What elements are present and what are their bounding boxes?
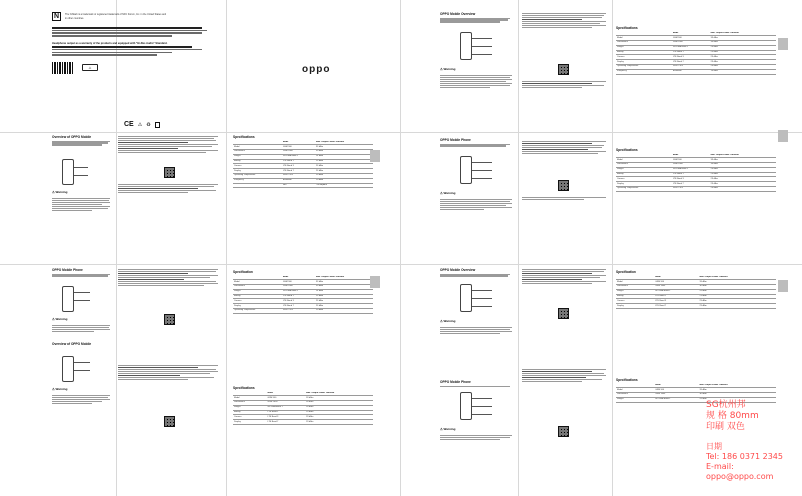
- panel-specs: [616, 270, 776, 370]
- panel-text: [522, 140, 608, 260]
- page-tab: [778, 130, 788, 142]
- qr-code: [558, 64, 569, 75]
- page-tab: [778, 38, 788, 50]
- cover-panel: [52, 10, 228, 132]
- phone-illustration: [460, 32, 472, 60]
- panel-oppo-overview: [440, 268, 514, 378]
- fold-line: [0, 132, 802, 133]
- print-stamp-contact: [706, 442, 802, 482]
- stamp-line: 规 格 80mm: [706, 411, 759, 421]
- phone-illustration: [62, 159, 74, 185]
- panel-title: Specification: [616, 270, 636, 274]
- phone-illustration: [62, 286, 74, 312]
- intro-text: in other countries.: [65, 16, 85, 20]
- barcode: [52, 62, 74, 74]
- weee-bin-icon: [155, 122, 160, 128]
- print-stamp: [706, 400, 759, 433]
- panel-oppo-phone: [440, 380, 514, 492]
- recycle-icon: ♺: [82, 64, 98, 71]
- panel-title: Specifications: [616, 26, 638, 30]
- panel-specs: [233, 270, 373, 380]
- panel-specs: [616, 26, 776, 130]
- spec-table: Mode Max. Output Power Transmit Model GSM 900 33 dBm Dimensions GSM 1800 30 dBm Weight WCDMA Band 1 24 dBm Battery LTE Band 1 23 dBm Camera LTE Band 3 23 dBm Display LTE Band 7 23 dBm Operating Temperature Wi-Fi 2.4G 20 dBm Frequency Bluetooth 10 dBm NFC -10 dBμA/m: [233, 141, 373, 189]
- heading-text: Headphone output as a warranty of the products and equipped with "Hi-Res Audio" Standard.: [52, 42, 168, 45]
- page-tab: [370, 150, 380, 162]
- panel-title: OPPO Mobile Overview: [440, 12, 476, 16]
- panel-title: Specification: [233, 270, 253, 274]
- warning-heading: ⚠ Warning: [52, 190, 68, 194]
- warning-heading: ⚠ Warning: [440, 319, 456, 323]
- warning-icon: ⚠: [137, 121, 143, 128]
- stamp-line: 印刷 双色: [706, 422, 745, 432]
- spec-table: Mode Max. Output Power Transmit Model GSM 900 33 dBm Dimensions GSM 1800 30 dBm Weight WCDMA Band 1 24 dBm Battery LTE Band 1 23 dBm Camera LTE Band 3 23 dBm Display LTE Band 7 23 dBm: [233, 392, 373, 425]
- warning-heading: ⚠ Warning: [440, 191, 456, 195]
- panel-specs: [233, 386, 373, 492]
- spec-table: Mode Max. Output Power Transmit Model GSM 900 33 dBm Dimensions GSM 1800 30 dBm Weight WCDMA Band 1 24 dBm: [616, 384, 776, 403]
- panel-overview: [52, 135, 112, 260]
- spec-table: Mode Max. Output Power Transmit Model GSM 900 33 dBm Dimensions GSM 1800 30 dBm Weight WCDMA Band 1 24 dBm Battery LTE Band 1 23 dBm Camera LTE Band 3 23 dBm Display LTE Band 7 23 dBm: [616, 276, 776, 309]
- phone-illustration: [460, 392, 472, 420]
- qr-code: [558, 180, 569, 191]
- ce-mark-icon: CE: [124, 121, 134, 128]
- panel-title: Specifications: [616, 378, 638, 382]
- qr-code: [164, 416, 175, 427]
- panel-text: [118, 268, 222, 494]
- panel-oppo-overview: [440, 12, 514, 130]
- qr-code: [558, 308, 569, 319]
- intro-text: The N-Mark is a trademark or registered trademark of NFC Forum, Inc. in the United States and: [65, 13, 167, 16]
- panel-title: Overview of OPPO Mobile: [52, 135, 92, 139]
- stamp-line: SG杭州邦: [706, 400, 746, 410]
- fold-line: [400, 0, 401, 496]
- panel-text: [522, 12, 608, 130]
- spec-table: Mode Max. Output Power Transmit Model GSM 900 33 dBm Dimensions GSM 1800 30 dBm Weight WCDMA Band 1 24 dBm Battery LTE Band 1 23 dBm Camera LTE Band 3 23 dBm Display LTE Band 7 23 dBm Operating Temperature Wi-Fi 2.4G 20 dBm: [233, 276, 373, 314]
- stamp-line: 日期: [706, 442, 722, 451]
- phone-illustration: [460, 156, 472, 184]
- fold-line: [0, 264, 802, 265]
- warning-heading: ⚠ Warning: [440, 67, 456, 71]
- panel-title: Specifications: [233, 386, 255, 390]
- compliance-marks: [124, 121, 160, 128]
- phone-illustration: [62, 356, 74, 382]
- panel-title: OPPO Mobile Overview: [440, 268, 476, 272]
- panel-title: OPPO Mobile Phone: [440, 380, 471, 384]
- phone-illustration: [460, 284, 472, 312]
- panel-title: Overview of OPPO Mobile: [52, 342, 92, 346]
- panel-specs: [616, 148, 776, 260]
- brand-logo: oppo: [302, 64, 331, 75]
- recycle-icon: ♻: [146, 121, 151, 128]
- panel-title: OPPO Mobile Phone: [52, 268, 83, 272]
- nfc-icon: N: [53, 13, 60, 20]
- spec-table: Mode Max. Output Power Transmit Model GSM 900 33 dBm Dimensions GSM 1800 30 dBm Weight WCDMA Band 1 24 dBm Battery LTE Band 1 23 dBm Camera LTE Band 3 23 dBm Display LTE Band 7 23 dBm Operating Temperature Wi-Fi 2.4G 20 dBm Frequency Bluetooth 10 dBm: [616, 32, 776, 75]
- stamp-line: Tel: 186 0371 2345: [706, 452, 783, 461]
- stamp-line: E-mail: oppo@oppo.com: [706, 462, 774, 481]
- panel-oppo-phone: [440, 138, 514, 260]
- page-tab: [778, 280, 788, 292]
- spec-table: Mode Max. Output Power Transmit Model GSM 900 33 dBm Dimensions GSM 1800 30 dBm Weight WCDMA Band 1 24 dBm Battery LTE Band 1 23 dBm Camera LTE Band 3 23 dBm Display LTE Band 7 23 dBm Operating Temperature Wi-Fi 2.4G 20 dBm: [616, 154, 776, 192]
- warning-heading: ⚠ Warning: [52, 387, 68, 391]
- warning-heading: ⚠ Warning: [440, 427, 456, 431]
- panel-title: Specifications: [233, 135, 255, 139]
- panel-title: Specifications: [616, 148, 638, 152]
- qr-code: [164, 314, 175, 325]
- qr-code: [164, 167, 175, 178]
- panel-title: OPPO Mobile Phone: [440, 138, 471, 142]
- fold-line: [612, 0, 613, 496]
- page-tab: [370, 276, 380, 288]
- fold-line: [518, 0, 519, 496]
- panel-specs: [233, 135, 373, 260]
- qr-code: [558, 426, 569, 437]
- warning-heading: ⚠ Warning: [52, 317, 68, 321]
- panel-text: [118, 135, 222, 260]
- panel-overview: [52, 268, 112, 494]
- panel-text: [522, 268, 608, 492]
